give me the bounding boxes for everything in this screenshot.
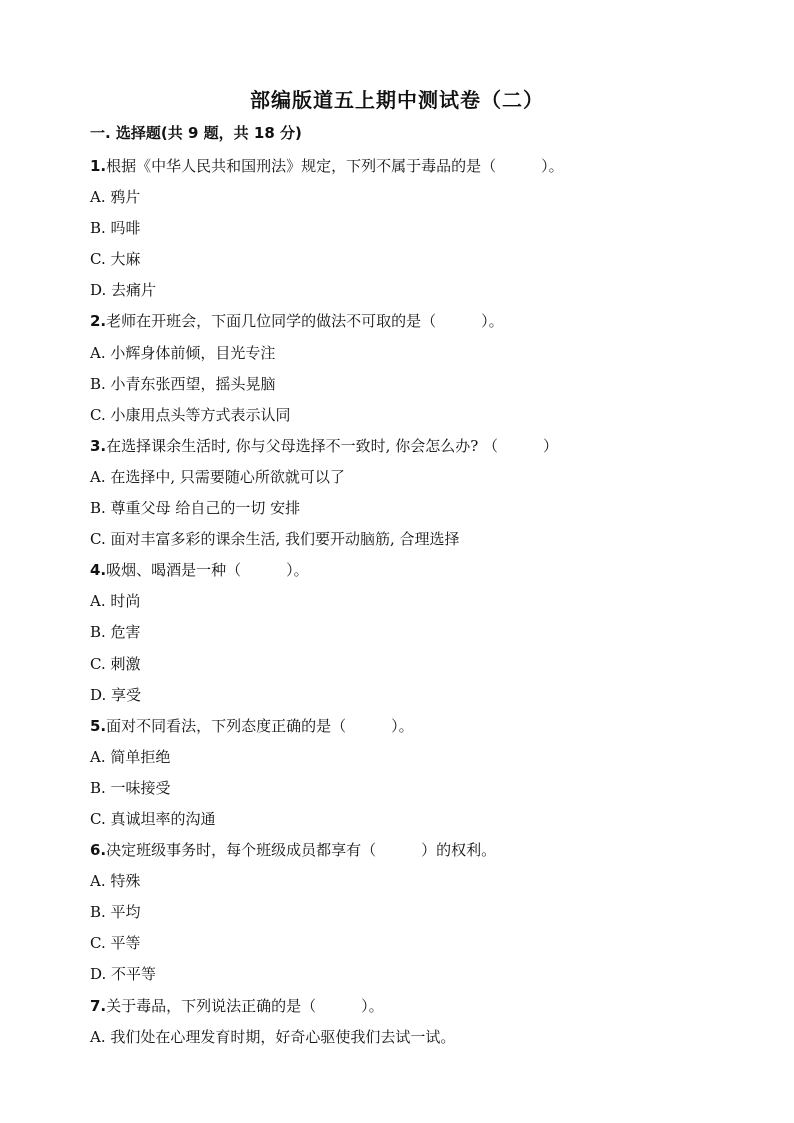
question-text: 老师在开班会，下面几位同学的做法不可取的是（ ）。 xyxy=(106,312,504,331)
option: A. 简单拒绝 xyxy=(90,747,171,766)
question-text: 吸烟、喝酒是一种（ ）。 xyxy=(106,561,309,580)
option: C. 刺激 xyxy=(90,654,141,673)
option: B. 一味接受 xyxy=(90,778,171,797)
question-6 xyxy=(90,835,750,866)
option: B. 平均 xyxy=(90,903,141,922)
section-heading: 一. 选择题(共 9 题，共 18 分) xyxy=(90,124,302,142)
question-text: 面对不同看法，下列态度正确的是（ ）。 xyxy=(106,716,414,735)
option: A. 我们处在心理发育时期，好奇心驱使我们去试一试。 xyxy=(90,1027,456,1046)
question-number: 5. xyxy=(90,716,107,735)
option: C. 小康用点头等方式表示认同 xyxy=(90,405,291,424)
question-text: 在选择课余生活时, 你与父母选择不一致时, 你会怎么办? （ ） xyxy=(106,436,559,455)
option: A. 鸦片 xyxy=(90,188,141,207)
option: C. 平等 xyxy=(90,934,141,953)
option: D. 享受 xyxy=(90,685,142,704)
option: C. 面对丰富多彩的课余生活, 我们要开动脑筋, 合理选择 xyxy=(90,530,460,549)
question-number: 7. xyxy=(90,996,107,1015)
option: B. 吗啡 xyxy=(90,219,141,238)
question-text: 根据《中华人民共和国刑法》规定，下列不属于毒品的是（ ）。 xyxy=(106,157,564,175)
option: A. 特殊 xyxy=(90,872,141,891)
option: B. 危害 xyxy=(90,623,141,642)
option: B. 小青东张西望，摇头晃脑 xyxy=(90,374,276,393)
question-text: 决定班级事务时，每个班级成员都享有（ ）的权利。 xyxy=(106,841,497,860)
question-number: 1. xyxy=(90,157,107,175)
question-5 xyxy=(90,711,750,742)
question-text: 关于毒品，下列说法正确的是（ ）。 xyxy=(106,996,384,1015)
question-3 xyxy=(90,431,750,462)
option: A. 时尚 xyxy=(90,592,141,611)
option: C. 真诚坦率的沟通 xyxy=(90,809,216,828)
document-title: 部编版道五上期中测试卷（二） xyxy=(250,88,544,112)
option: D. 不平等 xyxy=(90,965,157,984)
question-2 xyxy=(90,306,750,337)
question-number: 3. xyxy=(90,436,107,455)
question-number: 4. xyxy=(90,561,107,580)
question-4 xyxy=(90,555,750,586)
option: A. 小辉身体前倾，目光专注 xyxy=(90,343,276,362)
question-7 xyxy=(90,991,750,1022)
option: C. 大麻 xyxy=(90,250,141,269)
question-list xyxy=(90,151,750,1053)
option: A. 在选择中, 只需要随心所欲就可以了 xyxy=(90,467,345,486)
question-number: 2. xyxy=(90,312,107,331)
option: D. 去痛片 xyxy=(90,281,157,300)
question-number: 6. xyxy=(90,841,107,860)
question-1 xyxy=(90,151,750,182)
option: B. 尊重父母 给自己的一切 安排 xyxy=(90,499,301,518)
